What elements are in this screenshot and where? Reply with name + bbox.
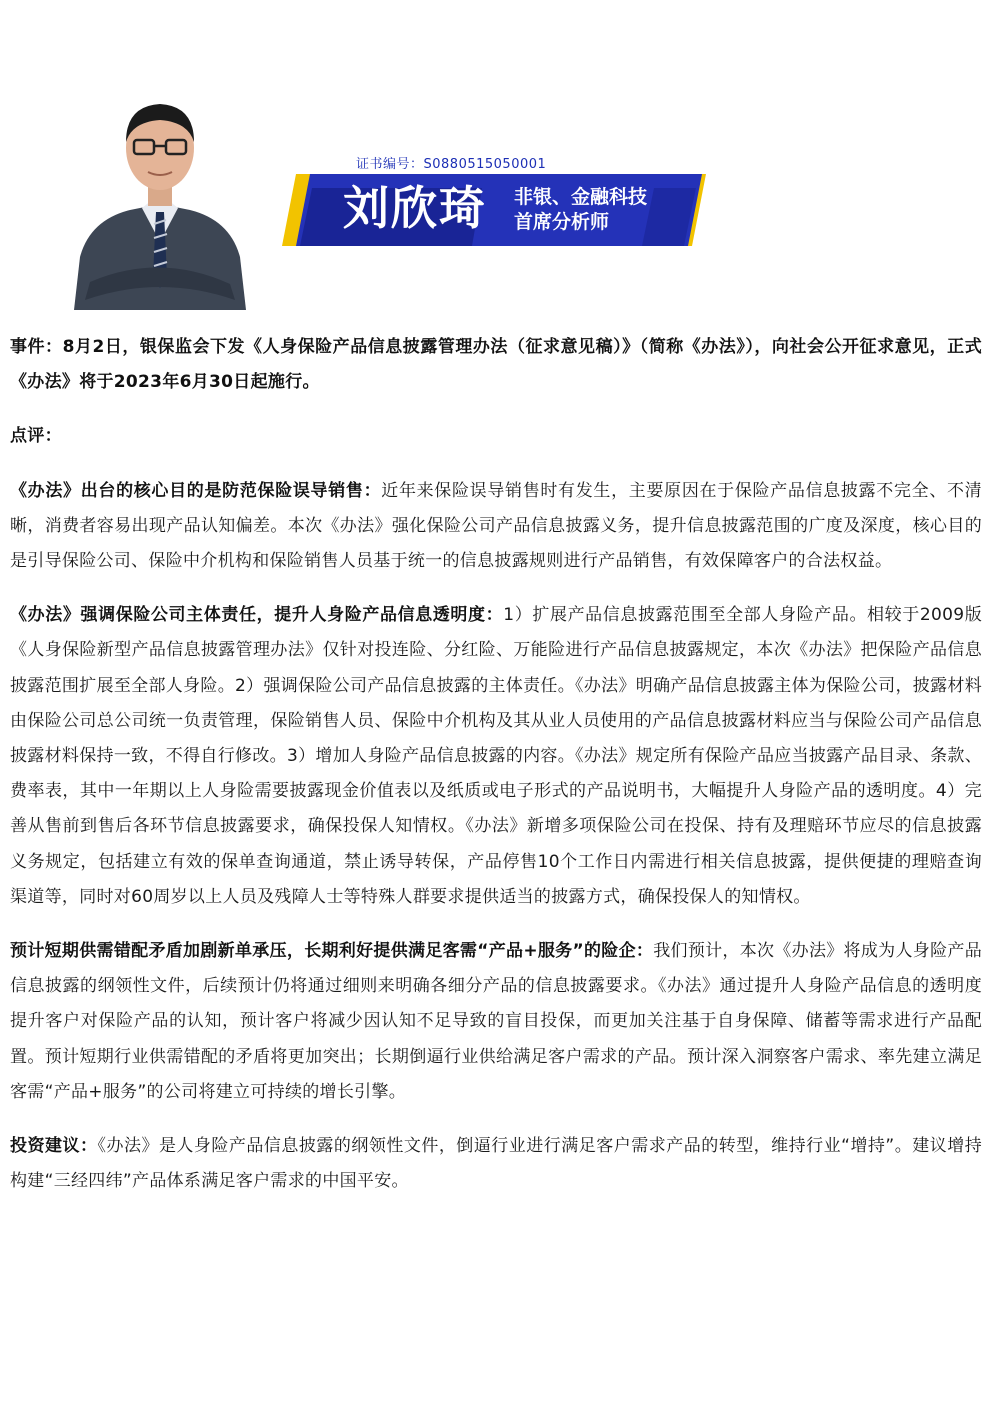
paragraph-heading: 《办法》出台的核心目的是防范保险误导销售： — [10, 480, 382, 501]
paragraph-investment-advice — [10, 1129, 982, 1199]
comment-heading — [10, 419, 982, 454]
analyst-name: 刘欣琦 — [343, 181, 487, 235]
paragraph-text: 近年来保险误导销售时有发生，主要原因在于保险产品信息披露不完全、不清晰，消费者容易出现产品认知偏差。本次《办法》强化保险公司产品信息披露义务，提升信息披露范围的广度及深度，核心目的是引导保险公司、保险中介机构和保险销售人员基于统一的信息披露规则进行产品销售，有效保障客户的合法权益。 — [10, 480, 982, 572]
analyst-title-line2: 首席分析师 — [514, 211, 610, 233]
paragraph-text: 《办法》是人身险产品信息披露的纲领性文件，倒逼行业进行满足客户需求产品的转型，维持行业“增持”。建议增持构建“三经四纬”产品体系满足客户需求的中国平安。 — [10, 1136, 982, 1192]
paragraph-core-purpose — [10, 474, 982, 580]
certificate-number: 证书编号：S0880515050001 — [356, 157, 547, 172]
paragraph-text: 1）扩展产品信息披露范围至全部人身险产品。相较于2009版《人身保险新型产品信息披露管理办法》仅针对投连险、分红险、万能险进行产品信息披露规定，本次《办法》把保险产品信息披露范围扩展至全部人身险。2）强调保险公司产品信息披露的主体责任。《办法》明确产品信息披露主体为保险公司，披露材料由保险公司总公司统一负责管理，保险销售人员、保险中介机构及其从业人员使用的产品信息披露材料应当与保险公司产品信息披露材料保持一致，不得自行修改。3）增加人身险产品信息披露的内容。《办法》规定所有保险产品应当披露产品目录、条款、费率表，其中一年期以上人身险需要披露现金价值表以及纸质或电子形式的产品说明书，大幅提升人身险产品的透明度。4）完善从售前到售后各环节信息披露要求，确保投保人知情权。《办法》新增多项保险公司在投保、持有及理赔环节应尽的信息披露义务规定，包括建立有效的保单查询通道，禁止诱导转保，产品停售10个工作日内需进行相关信息披露，提供便捷的理赔查询渠道等，同时对60周岁以上人员及残障人士等特殊人群要求提供适当的披露方式，确保投保人的知情权。 — [10, 605, 982, 907]
paragraph-main-responsibility — [10, 598, 982, 915]
event-label: 事件： — [10, 337, 63, 357]
paragraph-heading: 预计短期供需错配矛盾加剧新单承压，长期利好提供满足客需“产品+服务”的险企： — [10, 941, 654, 962]
paragraph-text: 我们预计，本次《办法》将成为人身险产品信息披露的纲领性文件，后续预计仍将通过细则来明确各细分产品的信息披露要求。《办法》通过提升人身险产品信息的透明度提升客户对保险产品的认知，预计客户将减少因认知不足导致的盲目投保，而更加关注基于自身保障、储蓄等需求进行产品配置。预计短期行业供需错配的矛盾将更加突出；长期倒逼行业供给满足客户需求的产品。预计深入洞察客户需求、率先建立满足客需“产品+服务”的公司将建立可持续的增长引擎。 — [10, 941, 982, 1102]
report-body — [10, 330, 982, 1218]
paragraph-heading: 投资建议： — [10, 1136, 98, 1157]
paragraph-outlook — [10, 934, 982, 1110]
analyst-portrait-icon — [70, 92, 250, 310]
event-paragraph — [10, 330, 982, 400]
analyst-title — [514, 185, 647, 235]
event-text: 8月2日，银保监会下发《人身保险产品信息披露管理办法（征求意见稿）》（简称《办法》），向社会公开征求意见，正式《办法》将于2023年6月30日起施行。 — [10, 337, 983, 393]
analyst-title-line1: 非银、金融科技 — [514, 186, 648, 208]
paragraph-heading: 《办法》强调保险公司主体责任，提升人身险产品信息透明度： — [10, 605, 504, 626]
comment-label: 点评： — [10, 426, 62, 447]
